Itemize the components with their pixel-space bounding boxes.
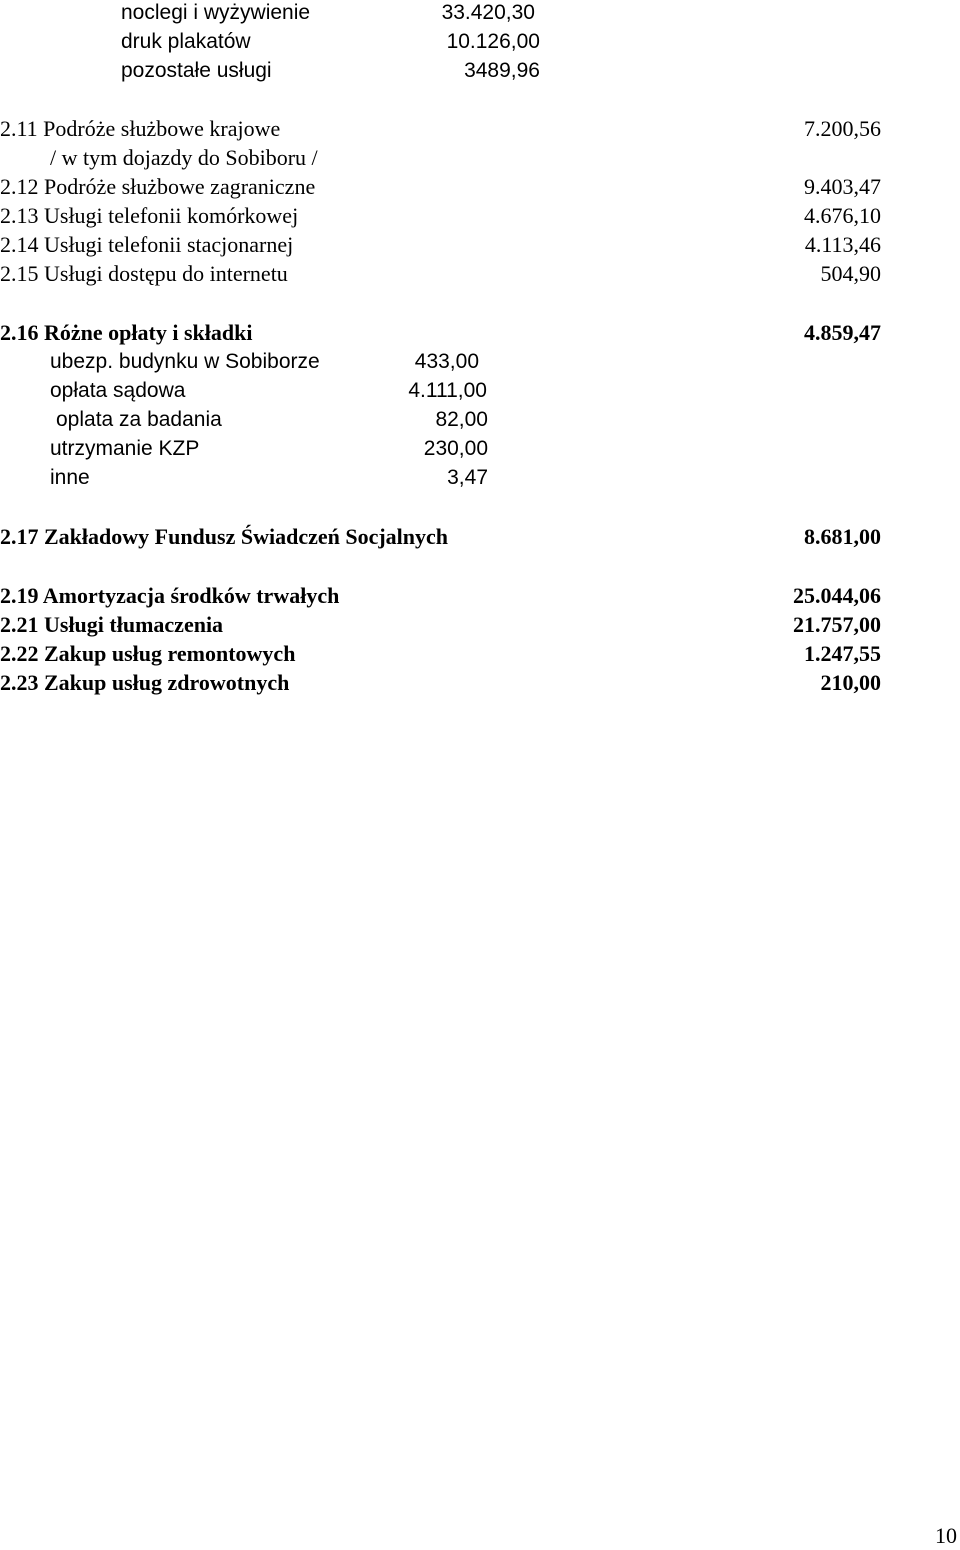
section-2-19-label: 2.19 Amortyzacja środków trwałych [0,583,340,608]
top-item-value: 10.126,00 [446,30,540,53]
sub-item-label: inne [50,466,90,489]
section-2-21-label: 2.21 Usługi tłumaczenia [0,612,224,637]
section-2-12-value: 9.403,47 [804,174,881,199]
section-2-16-value: 4.859,47 [804,320,881,345]
section-2-11-label: 2.11 Podróże służbowe krajowe [0,116,281,141]
section-2-11-value: 7.200,56 [804,116,881,141]
sub-item-label: opłata sądowa [50,379,186,402]
top-item-label: noclegi i wyżywienie [121,1,311,24]
section-2-17-label: 2.17 Zakładowy Fundusz Świadczeń Socjalnych [0,524,449,549]
section-2-14-label: 2.14 Usługi telefonii stacjonarnej [0,232,294,257]
sub-item-label: ubezp. budynku w Sobiborze [50,350,320,373]
sub-item-value: 433,00 [414,350,479,373]
section-2-14-value: 4.113,46 [804,232,881,257]
section-2-12-label: 2.12 Podróże służbowe zagraniczne [0,174,316,199]
section-2-16-label: 2.16 Różne opłaty i składki [0,320,253,345]
section-2-23-value: 210,00 [820,670,881,695]
section-2-13-value: 4.676,10 [804,203,881,228]
top-item-label: druk plakatów [121,30,251,53]
section-2-21-value: 21.757,00 [793,612,881,637]
sub-item-label: oplata za badania [56,408,222,431]
section-2-22-value: 1.247,55 [804,641,881,666]
section-2-11-note: / w tym dojazdy do Sobiboru / [50,145,318,170]
top-item-label: pozostałe usługi [121,59,272,82]
sub-item-value: 4.111,00 [408,379,487,402]
page-number: 10 [935,1523,957,1548]
section-2-22-label: 2.22 Zakup usług remontowych [0,641,296,666]
section-2-19-value: 25.044,06 [793,583,881,608]
sub-item-value: 82,00 [435,408,488,431]
section-2-17-value: 8.681,00 [804,524,881,549]
section-2-23-label: 2.23 Zakup usług zdrowotnych [0,670,290,695]
section-2-15-label: 2.15 Usługi dostępu do internetu [0,261,288,286]
top-item-value: 3489,96 [464,59,540,82]
sub-item-label: utrzymanie KZP [50,437,200,460]
section-2-15-value: 504,90 [820,261,881,286]
sub-item-value: 230,00 [423,437,488,460]
section-2-13-label: 2.13 Usługi telefonii komórkowej [0,203,299,228]
sub-item-value: 3,47 [447,466,488,489]
top-item-value: 33.420,30 [441,1,535,24]
